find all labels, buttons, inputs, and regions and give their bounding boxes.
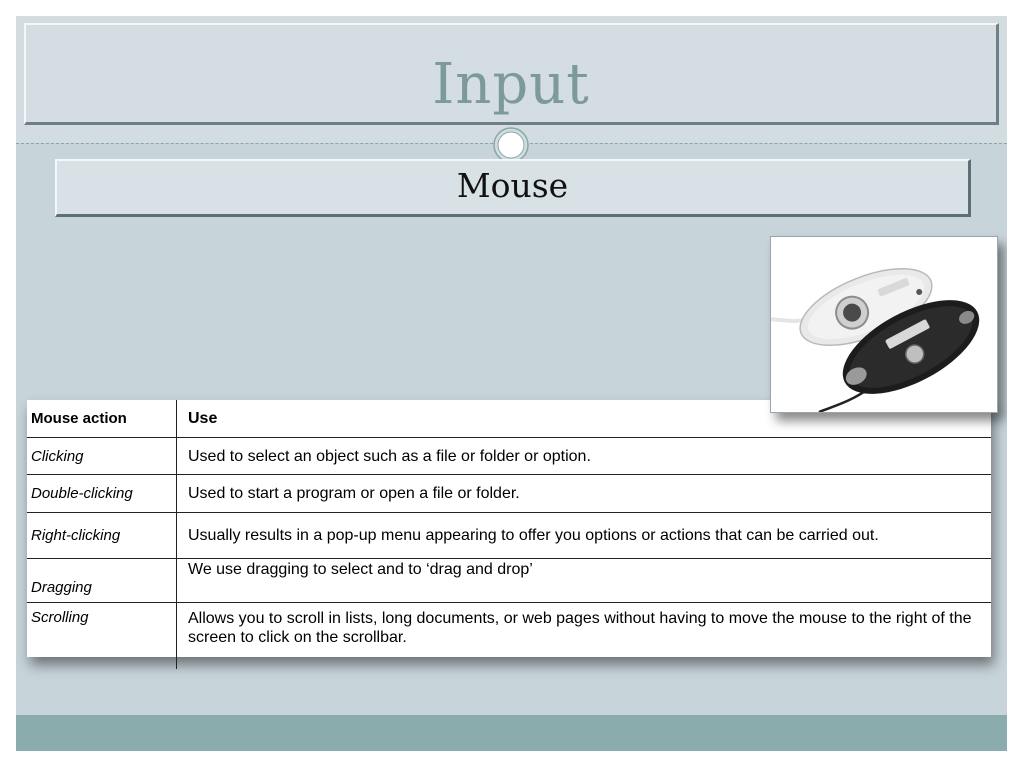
- table-row: [27, 513, 991, 559]
- table-row: [27, 603, 991, 670]
- computer-mouse-icon: [771, 237, 997, 412]
- footer-bar: [16, 715, 1007, 751]
- action-cell: Right-clicking: [27, 513, 177, 559]
- column-header-action: Mouse action: [27, 400, 177, 438]
- action-cell: Double-clicking: [27, 475, 177, 513]
- action-cell: Dragging: [27, 559, 177, 603]
- action-cell: Clicking: [27, 438, 177, 475]
- use-cell: We use dragging to select and to ‘drag and drop’: [177, 559, 992, 603]
- table-row: [27, 559, 991, 603]
- mouse-actions-table: [27, 400, 991, 657]
- column-header-use: Use: [177, 400, 992, 438]
- mouse-photo: [770, 236, 998, 413]
- use-cell: Used to select an object such as a file or folder or option.: [177, 438, 992, 475]
- use-cell: Allows you to scroll in lists, long documents, or web pages without having to move the mouse to the right of the screen to click on the scrollbar.: [188, 610, 972, 646]
- use-cell: Usually results in a pop-up menu appearing to offer you options or actions that can be carried out.: [177, 513, 992, 559]
- slide: [16, 16, 1007, 751]
- slide-title: Input: [432, 52, 590, 117]
- title-box: [24, 23, 999, 125]
- table-row: [27, 475, 991, 513]
- slide-subtitle: Mouse: [456, 166, 569, 205]
- title-band: [16, 16, 1007, 143]
- action-cell: Scrolling: [27, 603, 177, 670]
- table-row: [27, 438, 991, 475]
- subtitle-box: [55, 159, 971, 217]
- use-cell: Used to start a program or open a file or folder.: [177, 475, 992, 513]
